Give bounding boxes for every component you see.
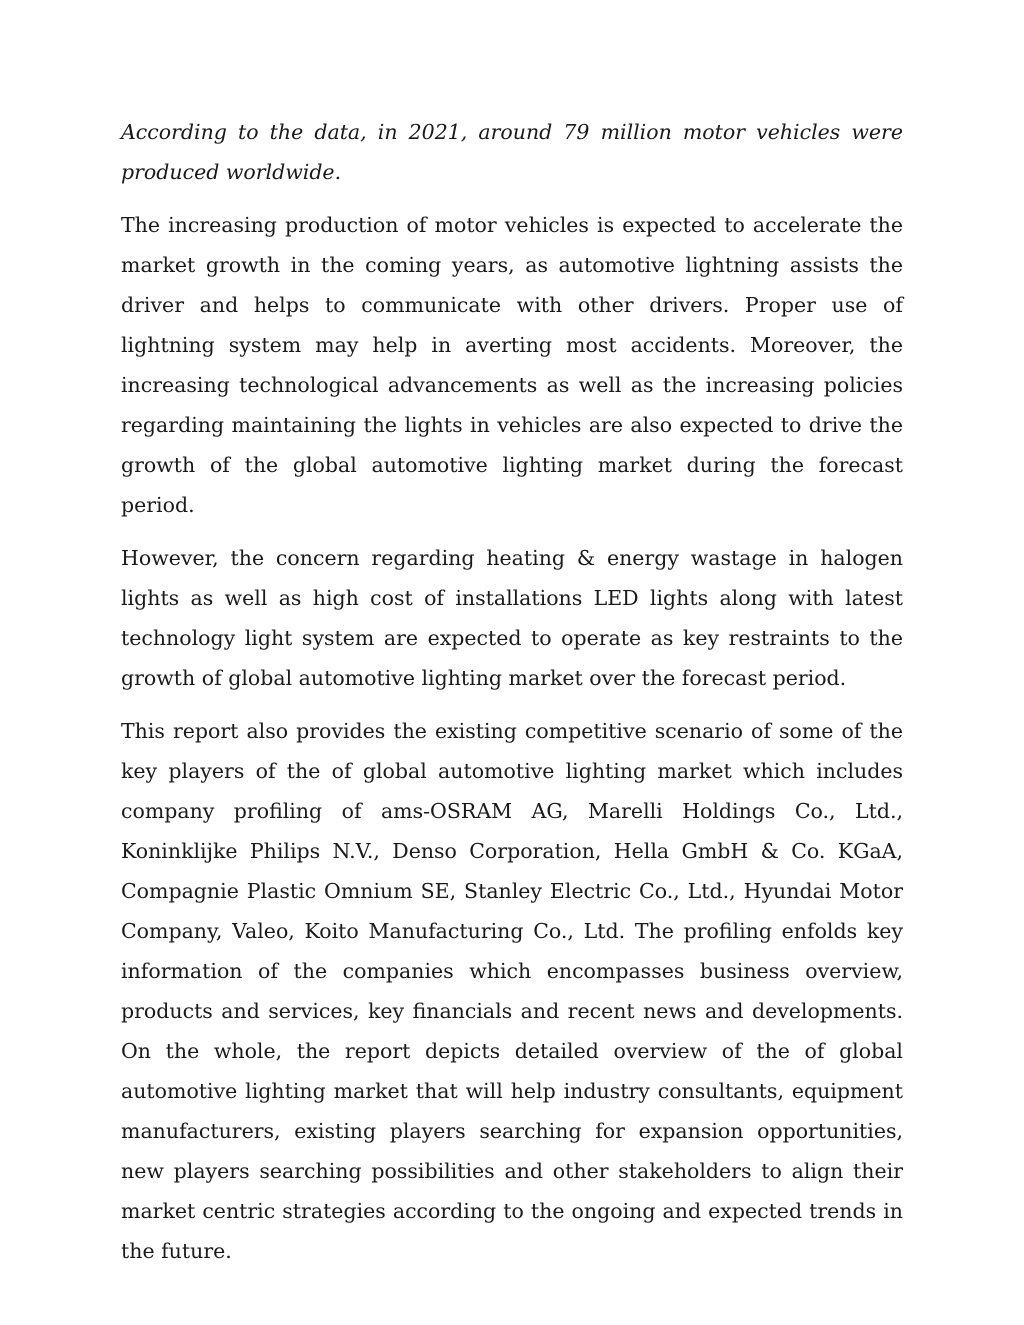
competitive-scenario-paragraph: This report also provides the existing competitive scenario of some of the key players of the of global automotive lighting market which includes company profiling of ams-OSRAM AG, Marelli Holdings Co., Ltd., Koninklijke Philips N.V., Denso Corporation, Hella GmbH & Co. KGaA, Compagnie Plastic Omnium SE, Stanley Electric Co., Ltd., Hyundai Motor Company, Valeo, Koito Manufacturing Co., Ltd. The profiling enfolds key information of the companies which encompasses business overview, products and services, key financials and recent news and developments. On the whole, the report depicts detailed overview of the of global automotive lighting market that will help industry consultants, equipment manufacturers, existing players searching for expansion opportunities, new players searching possibilities and other stakeholders to align their market centric strategies according to the ongoing and expected trends in the future. xyxy=(121,719,903,1263)
growth-drivers-paragraph: The increasing production of motor vehicles is expected to accelerate the market growth in the coming years, as automotive lightning assists the driver and helps to communicate with other drivers. Proper use of lightning system may help in averting most accidents. Moreover, the increasing technological advancements as well as the increasing policies regarding maintaining the lights in vehicles are also expected to drive the growth of the global automotive lighting market during the forecast period. xyxy=(121,213,903,517)
restraints-paragraph: However, the concern regarding heating & energy wastage in halogen lights as well as high cost of installations LED lights along with latest technology light system are expected to operate as key restraints to the growth of global automotive lighting market over the forecast period. xyxy=(121,546,903,690)
intro-paragraph: According to the data, in 2021, around 79 million motor vehicles were produced worldwide. xyxy=(121,120,903,184)
document-page xyxy=(121,112,903,1284)
